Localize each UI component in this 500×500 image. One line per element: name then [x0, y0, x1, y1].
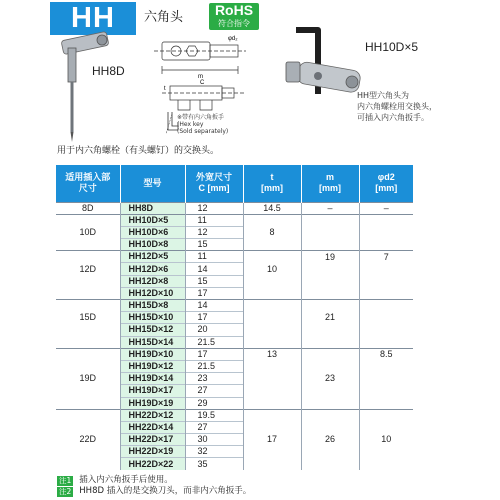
- cell-model: HH10D×5: [120, 214, 185, 226]
- cell-m: [301, 214, 359, 226]
- cell-c: 19.5: [185, 409, 243, 421]
- cell-d2: [359, 300, 413, 312]
- cell-t: [243, 287, 301, 299]
- cell-m: [301, 348, 359, 360]
- cell-c: 27: [185, 385, 243, 397]
- cell-m: [301, 458, 359, 470]
- note-tag: 注2: [59, 486, 72, 496]
- hex-key-note-line: ※带有内六角扳手: [177, 114, 225, 121]
- cell-size: [56, 287, 120, 299]
- cell-t: 17: [243, 434, 301, 446]
- cell-size: [56, 251, 120, 263]
- cell-t: [243, 397, 301, 409]
- cell-size: 19D: [56, 373, 120, 385]
- rohs-label: RoHS: [214, 2, 254, 18]
- note-item: [57, 486, 251, 497]
- cell-model: HH15D×8: [120, 300, 185, 312]
- table-row: [56, 263, 413, 275]
- note-text: 插入内六角扳手后使用。: [79, 475, 173, 485]
- table-row: [56, 360, 413, 372]
- cell-size: [56, 397, 120, 409]
- cell-t: [243, 214, 301, 226]
- cell-t: [243, 409, 301, 421]
- cell-size: [56, 409, 120, 421]
- cell-d2: [359, 421, 413, 433]
- cell-model: HH19D×19: [120, 397, 185, 409]
- cell-t: [243, 275, 301, 287]
- header-c: 外宽尺寸 C [mm]: [185, 165, 243, 202]
- dim-label-d2: φd₂: [228, 36, 238, 42]
- cell-d2: [359, 360, 413, 372]
- cell-d2: [359, 239, 413, 251]
- cell-m: [301, 300, 359, 312]
- cell-t: [243, 421, 301, 433]
- right-description: [357, 90, 497, 123]
- hh8d-label: HH8D: [92, 64, 125, 78]
- cell-size: [56, 421, 120, 433]
- cell-d2: –: [359, 202, 413, 214]
- table-row: [56, 421, 413, 433]
- cell-d2: [359, 397, 413, 409]
- cell-model: HH19D×17: [120, 385, 185, 397]
- table-row: [56, 275, 413, 287]
- cell-size: [56, 239, 120, 251]
- cell-d2: [359, 214, 413, 226]
- cell-t: 14.5: [243, 202, 301, 214]
- table-row: [56, 348, 413, 360]
- cell-t: 10: [243, 263, 301, 275]
- cell-model: HH10D×6: [120, 226, 185, 238]
- cell-c: 27: [185, 421, 243, 433]
- cell-d2: [359, 409, 413, 421]
- cell-size: [56, 458, 120, 470]
- hex-key-note: [177, 114, 228, 135]
- cell-d2: [359, 446, 413, 458]
- cell-c: 17: [185, 287, 243, 299]
- table-row: [56, 446, 413, 458]
- cell-c: 21.5: [185, 360, 243, 372]
- cell-t: [243, 324, 301, 336]
- table-row: [56, 397, 413, 409]
- cell-c: 30: [185, 434, 243, 446]
- cell-size: [56, 300, 120, 312]
- dim-label-t: t: [164, 86, 166, 92]
- table-row: [56, 287, 413, 299]
- cell-d2: 10: [381, 434, 392, 445]
- hex-key-note-line: (Hex key: [177, 121, 204, 128]
- cell-c: 17: [185, 312, 243, 324]
- cell-m: [301, 287, 359, 299]
- cell-m: [301, 397, 359, 409]
- note-tag: 注1: [59, 475, 72, 485]
- hh10d-label: HH10D×5: [365, 40, 419, 54]
- cell-m: –: [301, 202, 359, 214]
- cell-d2: [359, 287, 413, 299]
- cell-m: 23: [301, 373, 359, 385]
- cell-size: [56, 275, 120, 287]
- cell-t: [243, 251, 301, 263]
- header-d2: φd2 [mm]: [359, 165, 413, 202]
- cell-d2: [359, 373, 413, 385]
- cell-model: HH12D×5: [120, 251, 185, 263]
- cell-m: [301, 446, 359, 458]
- table-header-row: [56, 165, 413, 202]
- cell-m: [301, 263, 359, 275]
- cell-d2: [359, 263, 413, 275]
- cell-m: [301, 239, 359, 251]
- table-row: [56, 239, 413, 251]
- header-m: m [mm]: [301, 165, 359, 202]
- cell-model: HH19D×10: [120, 348, 185, 360]
- table-row: [56, 202, 413, 214]
- hex-key-note-line: (Sold separately): [177, 128, 229, 135]
- cell-c: 21.5: [185, 336, 243, 348]
- cell-size: [56, 385, 120, 397]
- cell-model: HH22D×22: [120, 458, 185, 470]
- cell-model: HH12D×6: [120, 263, 185, 275]
- cell-m: 21: [301, 312, 359, 324]
- right-description-line: 内六角螺栓用交换头，: [357, 102, 437, 111]
- cell-size: [56, 214, 120, 226]
- cell-size: [56, 336, 120, 348]
- product-code-badge: HH: [50, 2, 136, 35]
- cell-model: HH15D×14: [120, 336, 185, 348]
- applies-to-text: 用于内六角螺栓（有头螺钉）的交换头。: [57, 146, 220, 156]
- cell-size: [56, 348, 120, 360]
- dim-label-c: C: [200, 80, 205, 86]
- cell-size: 15D: [56, 312, 120, 324]
- cell-size: [56, 446, 120, 458]
- note-item: [57, 475, 251, 486]
- cell-model: HH22D×17: [120, 434, 185, 446]
- cell-t: [243, 312, 301, 324]
- cell-model: HH22D×12: [120, 409, 185, 421]
- cell-model: HH12D×8: [120, 275, 185, 287]
- cell-t: [243, 385, 301, 397]
- cell-d2: [359, 385, 413, 397]
- cell-m: 19: [301, 251, 359, 263]
- table-row: [56, 251, 413, 263]
- cell-model: HH22D×19: [120, 446, 185, 458]
- table-row: [56, 312, 413, 324]
- cell-c: 15: [185, 275, 243, 287]
- cell-t: 13: [243, 348, 301, 360]
- cell-m: [301, 226, 359, 238]
- rohs-sublabel: 符合指令: [218, 19, 250, 28]
- table-row: [56, 214, 413, 226]
- cell-m: 26: [301, 434, 359, 446]
- cell-t: 8: [243, 226, 301, 238]
- cell-m: [301, 360, 359, 372]
- cell-model: HH19D×14: [120, 373, 185, 385]
- cell-d2: [359, 336, 413, 348]
- rohs-badge: [209, 3, 259, 30]
- cell-d2: [359, 458, 413, 470]
- header-t: t [mm]: [243, 165, 301, 202]
- cell-size: 12D: [56, 263, 120, 275]
- cell-m: [301, 409, 359, 421]
- hh8d-part-illustration: [61, 31, 109, 142]
- cell-t: [243, 300, 301, 312]
- product-title: 六角头: [144, 10, 184, 25]
- table-row: [56, 385, 413, 397]
- cell-c: 17: [185, 348, 243, 360]
- cell-m: [301, 275, 359, 287]
- cell-model: HH12D×10: [120, 287, 185, 299]
- spec-table: [56, 165, 413, 470]
- cell-c: 11: [185, 251, 243, 263]
- table-row: [56, 324, 413, 336]
- cell-c: 32: [185, 446, 243, 458]
- cell-d2: 8.5: [359, 348, 413, 360]
- cell-t: [243, 360, 301, 372]
- dimension-drawing: [50, 30, 270, 148]
- cell-t: [243, 458, 301, 470]
- header-model: 型号: [120, 165, 185, 202]
- cell-m: [301, 421, 359, 433]
- cell-c: 35: [185, 458, 243, 470]
- cell-d2: [359, 312, 413, 324]
- cell-c: 12: [185, 226, 243, 238]
- note-text: HH8D 插入的是交换刀头，而非内六角扳手。: [79, 486, 252, 496]
- cell-t: [243, 373, 301, 385]
- cell-t: [243, 336, 301, 348]
- cell-d2: 7: [359, 251, 413, 263]
- table-row: [56, 226, 413, 238]
- cell-m: [301, 324, 359, 336]
- cell-c: 12: [185, 202, 243, 214]
- cell-c: 23: [185, 373, 243, 385]
- cell-t: [243, 446, 301, 458]
- cell-size: [56, 360, 120, 372]
- right-description-line: HH型六角头为: [357, 91, 410, 100]
- cell-c: 15: [185, 239, 243, 251]
- cell-size: [56, 324, 120, 336]
- cell-d2: [359, 226, 413, 238]
- cell-m: [301, 385, 359, 397]
- cell-c: 14: [185, 263, 243, 275]
- cell-d2: [359, 324, 413, 336]
- notes: [57, 475, 251, 497]
- cell-c: 14: [185, 300, 243, 312]
- dim-label-m: m: [198, 74, 203, 80]
- cell-m: [301, 336, 359, 348]
- cell-c: 29: [185, 397, 243, 409]
- cell-model: HH10D×8: [120, 239, 185, 251]
- table-row: [56, 336, 413, 348]
- table-row: [56, 373, 413, 385]
- cell-t: [243, 239, 301, 251]
- cell-c: 11: [185, 214, 243, 226]
- cell-model: HH8D: [120, 202, 185, 214]
- table-row: [56, 409, 413, 421]
- table-row: [56, 458, 413, 470]
- header-size: 适用插入部 尺寸: [56, 165, 120, 202]
- hh10d-part-illustration: [278, 22, 368, 140]
- table-row: [56, 300, 413, 312]
- cell-c: 20: [185, 324, 243, 336]
- cell-model: HH15D×12: [120, 324, 185, 336]
- right-description-line: 可插入内六角扳手。: [357, 113, 429, 122]
- cell-size: 10D: [56, 226, 120, 238]
- cell-model: HH19D×12: [120, 360, 185, 372]
- cell-model: HH15D×10: [120, 312, 185, 324]
- cell-size: 8D: [56, 202, 120, 214]
- cell-d2: [359, 275, 413, 287]
- table-row: [56, 434, 413, 446]
- cell-size: 22D: [56, 434, 120, 446]
- cell-model: HH22D×14: [120, 421, 185, 433]
